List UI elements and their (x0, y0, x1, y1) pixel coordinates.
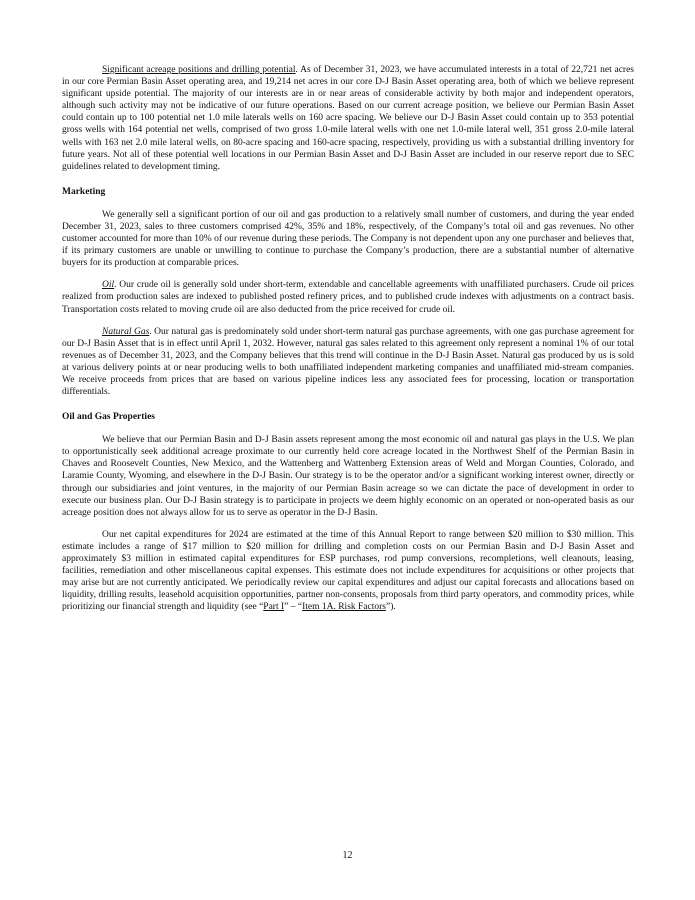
part-i-link[interactable]: Part I (263, 602, 285, 613)
properties-heading: Oil and Gas Properties (62, 412, 155, 423)
oil-text: . Our crude oil is generally sold under short-term, extendable and cancellable agreements with unaffiliated purchasers. Crude oil prices realized from production sales are indexed to published posted refinery prices, and to published crude indexes with adjustments on a contract basis. Transportation costs related to moving crude oil are also deducted from the price received for crude oil. (62, 280, 634, 315)
capex-paragraph (62, 529, 634, 614)
page-number: 12 (342, 850, 353, 861)
marketing-paragraph: We generally sell a significant portion of our oil and gas production to a relatively small number of customers, and during the year ended December 31, 2023, sales to three customers comprised 42%, 35% and 18%, respectively, of the Company’s total oil and gas revenues. No other customer accounted for more than 10% of our revenue during these periods. The Company is not dependent upon any one purchaser and believes that, if its primary customers are unable or unwilling to continue to purchase the Company’s production, there are a substantial number of alternative buyers for its production at comparable prices. (62, 209, 634, 269)
acreage-text: . As of December 31, 2023, we have accumulated interests in a total of 22,721 net acres in our core Permian Basin Asset operating area, and 19,214 net acres in our core D-J Basin Asset operating area, both of which we believe represent significant upside potential. The majority of our interests are in or near areas of considerable activity by both major and independent operators, although such activity may not be indicative of our future operations. Based on our current acreage position, we believe our Permian Basin Asset could contain up to 100 potential net 1.0 mile laterals wells on 160 acre spacing. We believe our D-J Basin Asset could contain up to 353 potential gross wells with 164 potential net wells, comprised of two gross 1.0-mile lateral wells with one net 1.0-mile lateral well, 351 gross 2.0-mile lateral wells with 163 net 2.0 mile lateral wells, on 80-acre spacing and 160-acre spacing, respectively, providing us with a substantial drilling inventory for future years. Not all of these potential well locations in our Permian Basin Asset and D-J Basin Asset are included in our reserve report due to SEC guidelines related to development timing. (62, 65, 634, 172)
oil-heading: Oil (102, 280, 115, 291)
oil-paragraph (62, 279, 634, 315)
natural-gas-paragraph (62, 326, 634, 399)
natural-gas-heading: Natural Gas (102, 326, 150, 337)
natural-gas-text: . Our natural gas is predominately sold under short-term natural gas purchase agreements, with one gas purchase agreement for our D-J Basin Asset that is in effect until April 1, 2032. However, natural gas sales related to this agreement only represent a nominal 1% of our total revenues as of December 31, 2023, and the Company believes that this trend will continue in the D-J Basin Asset. Natural gas produced by us is sold at various delivery points at or near producing wells to both unaffiliated independent marketing companies and unaffiliated mid-stream companies. We receive proceeds from prices that are based on various pipeline indices less any associated fees for processing, location or transportation differentials. (62, 326, 634, 398)
page-content (62, 64, 634, 613)
capex-end: ”). (386, 602, 396, 613)
acreage-paragraph (62, 64, 634, 173)
risk-factors-link[interactable]: Item 1A. Risk Factors (302, 602, 386, 613)
capex-separator: ” – “ (284, 602, 303, 613)
marketing-heading: Marketing (62, 186, 106, 197)
properties-paragraph: We believe that our Permian Basin and D-J Basin assets represent among the most economic oil and natural gas plays in the U.S. We plan to opportunistically seek additional acreage proximate to our currently held core acreage located in the Northwest Shelf of the Permian Basin in Chaves and Roosevelt Counties, New Mexico, and the Wattenberg and Wattenberg Extension areas of Weld and Morgan Counties, Colorado, and Laramie County, Wyoming, and elsewhere in the D-J Basin. Our strategy is to be the operator and/or a significant working interest owner, directly or through our subsidiaries and joint ventures, in the majority of our Permian Basin acreage so we can dictate the pace of development in order to execute our business plan. Our D-J Basin strategy is to participate in projects we deem highly economic on an operated or non-operated basis as our acreage position does not always allow for us to serve as operator in the D-J Basin. (62, 435, 634, 518)
capex-text: Our net capital expenditures for 2024 are estimated at the time of this Annual Report to range between $20 million to $30 million. This estimate includes a range of $17 million to $20 million for drilling and completion costs on our Permian Basin and D-J Basin Asset and approximately $3 million in estimated capital expenditures for ESP purchases, rod pump conversions, recompletions, well cleanouts, leasing, facilities, remediation and other miscellaneous capital expenses. This estimate does not include expenditures for acquisitions or other projects that may arise but are not currently anticipated. We periodically review our capital expenditures and adjust our capital forecasts and allocations based on liquidity, drilling results, leasehold acquisition opportunities, partner non-consents, proposals from third party operators, and commodity prices, while prioritizing our financial strength and liquidity (see “ (62, 529, 634, 613)
acreage-heading: Significant acreage positions and drilling potential (102, 65, 296, 75)
